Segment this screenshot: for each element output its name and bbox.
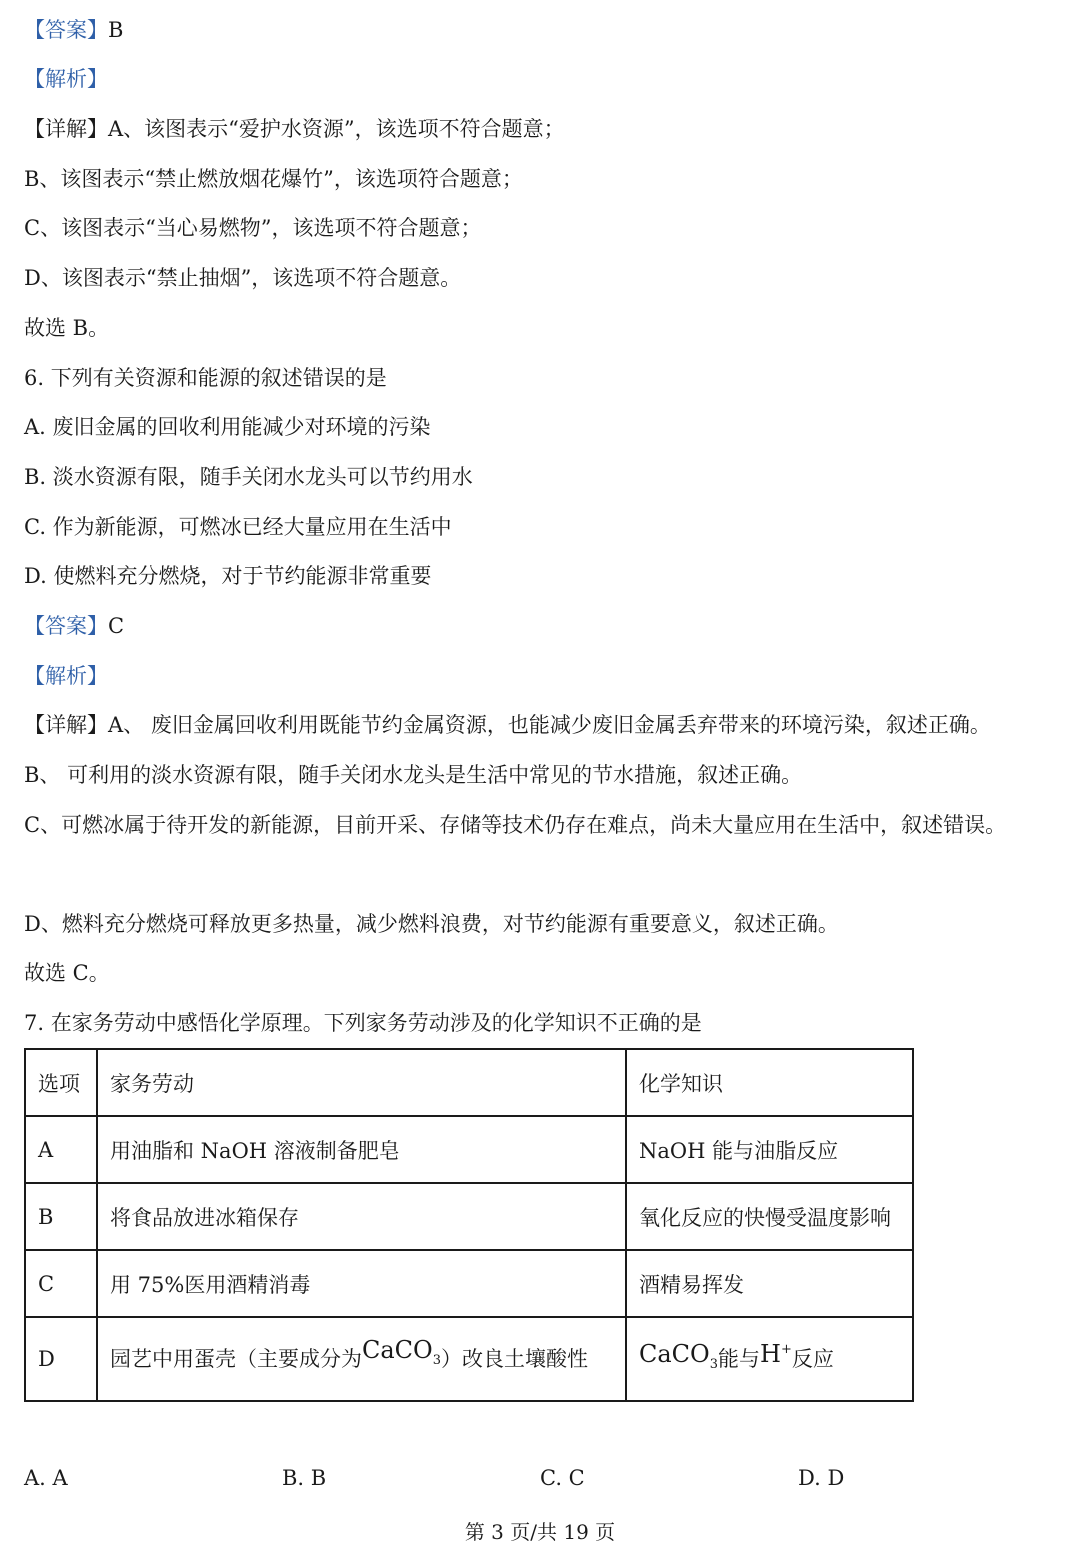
q5-answer-line xyxy=(24,16,123,44)
formula-subscript: 3 xyxy=(432,1352,441,1368)
table-header-cell: 化学知识 xyxy=(626,1049,913,1116)
table-cell-option: A xyxy=(25,1116,97,1183)
table-row xyxy=(25,1250,913,1317)
table-cell-option: B xyxy=(25,1183,97,1250)
q6-option-d: D. 使燃料充分燃烧，对于节约能源非常重要 xyxy=(24,564,432,588)
labor-suffix: ）改良土壤酸性 xyxy=(441,1346,588,1371)
knowledge-suffix: 反应 xyxy=(791,1346,834,1371)
table-header-cell: 家务劳动 xyxy=(97,1049,626,1116)
q7-option-a: A. A xyxy=(24,1466,68,1490)
q5-detail-b: B、该图表示“禁止燃放烟花爆竹”，该选项符合题意； xyxy=(24,167,523,191)
table-cell-labor: 将食品放进冰箱保存 xyxy=(97,1183,626,1250)
detail-tag: 【详解】 xyxy=(24,117,108,141)
q5-conclusion: 故选 B。 xyxy=(24,316,110,340)
q6-conclusion: 故选 C。 xyxy=(24,961,110,985)
hydrogen-ion-formula xyxy=(760,1340,792,1368)
q7-table xyxy=(24,1048,914,1402)
answer-tag: 【答案】 xyxy=(24,18,108,42)
q7-stem: 7. 在家务劳动中感悟化学原理。下列家务劳动涉及的化学知识不正确的是 xyxy=(24,1011,702,1035)
table-cell-labor: 用油脂和 NaOH 溶液制备肥皂 xyxy=(97,1116,626,1183)
q7-option-c: C. C xyxy=(540,1466,585,1490)
table-header-row xyxy=(25,1049,913,1116)
knowledge-mid: 能与 xyxy=(718,1346,760,1371)
q6-option-b: B. 淡水资源有限，随手关闭水龙头可以节约用水 xyxy=(24,465,473,489)
detail-a-text: A、 废旧金属回收利用既能节约金属资源，也能减少废旧金属丢弃带来的环境污染，叙述正确。 xyxy=(108,713,991,737)
q7-option-b: B. B xyxy=(282,1466,327,1490)
answer-tag: 【答案】 xyxy=(24,614,108,638)
q6-option-a: A. 废旧金属的回收利用能减少对环境的污染 xyxy=(24,415,431,439)
table-row xyxy=(25,1317,913,1401)
q6-analysis-tag: 【解析】 xyxy=(24,664,108,688)
q5-detail-c: C、该图表示“当心易燃物”，该选项不符合题意； xyxy=(24,216,482,240)
detail-a-text: A、该图表示“爱护水资源”，该选项不符合题意； xyxy=(108,117,565,141)
labor-prefix: 园艺中用蛋壳（主要成分为 xyxy=(110,1346,362,1371)
ion-superscript: + xyxy=(780,1341,792,1357)
answer-value: B xyxy=(108,18,124,42)
table-cell-knowledge: 酒精易挥发 xyxy=(626,1250,913,1317)
table-row xyxy=(25,1116,913,1183)
q6-option-c: C. 作为新能源，可燃冰已经大量应用在生活中 xyxy=(24,515,452,539)
table-cell-labor: 用 75%医用酒精消毒 xyxy=(97,1250,626,1317)
table-row xyxy=(25,1183,913,1250)
q6-answer-line xyxy=(24,612,124,640)
answer-value: C xyxy=(108,614,125,638)
table-cell-knowledge: 氧化反应的快慢受温度影响 xyxy=(626,1183,913,1250)
formula-text: CaCO xyxy=(639,1339,710,1368)
caco3-formula xyxy=(639,1339,718,1372)
q6-detail-a xyxy=(24,711,991,739)
q6-detail-b: B、 可利用的淡水资源有限，随手关闭水龙头是生活中常见的节水措施，叙述正确。 xyxy=(24,763,803,787)
q5-analysis-tag: 【解析】 xyxy=(24,67,108,91)
formula-subscript: 3 xyxy=(709,1356,718,1372)
ion-text: H xyxy=(760,1339,781,1368)
table-cell-option: D xyxy=(25,1317,97,1401)
q5-detail-d: D、该图表示“禁止抽烟”，该选项不符合题意。 xyxy=(24,266,462,290)
q6-detail-d: D、燃料充分燃烧可释放更多热量，减少燃料浪费，对节约能源有重要意义，叙述正确。 xyxy=(24,912,839,936)
formula-text: CaCO xyxy=(362,1335,433,1364)
q5-detail-a xyxy=(24,115,565,143)
q6-stem: 6. 下列有关资源和能源的叙述错误的是 xyxy=(24,366,387,390)
table-cell-knowledge xyxy=(626,1317,913,1401)
table-header-cell: 选项 xyxy=(25,1049,97,1116)
table-cell-knowledge: NaOH 能与油脂反应 xyxy=(626,1116,913,1183)
q6-detail-c: C、可燃冰属于待开发的新能源，目前开采、存储等技术仍存在难点，尚未大量应用在生活中，叙述错误。 xyxy=(24,813,1007,837)
table-cell-option: C xyxy=(25,1250,97,1317)
page-footer: 第 3 页/共 19 页 xyxy=(464,1520,616,1544)
detail-tag: 【详解】 xyxy=(24,713,108,737)
table-cell-labor xyxy=(97,1317,626,1401)
q7-option-d: D. D xyxy=(798,1466,845,1490)
caco3-formula xyxy=(362,1335,441,1368)
